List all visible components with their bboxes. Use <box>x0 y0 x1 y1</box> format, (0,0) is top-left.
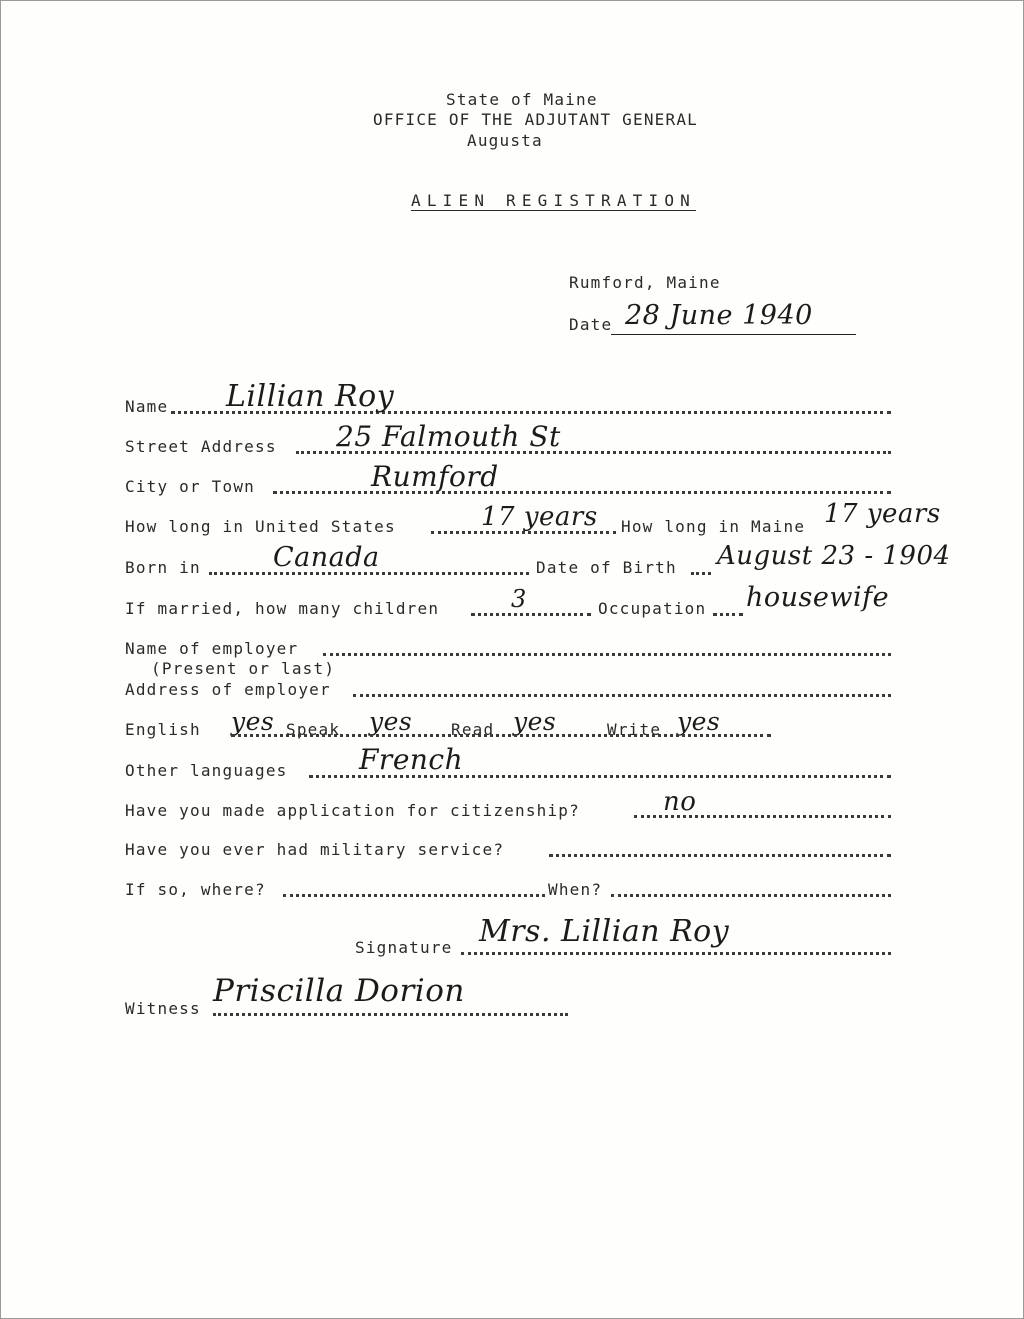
date-label: Date <box>569 315 613 334</box>
when-leader <box>611 894 891 897</box>
military-leader <box>549 854 891 857</box>
english-value: yes <box>231 707 275 736</box>
office-heading: OFFICE OF THE ADJUTANT GENERAL <box>373 110 698 129</box>
where-leader <box>283 894 545 897</box>
employer-address-label: Address of employer <box>125 680 331 699</box>
dob-label: Date of Birth <box>536 558 677 577</box>
city-label: City or Town <box>125 477 255 496</box>
city-value: Rumford <box>371 460 499 493</box>
name-value: Lillian Roy <box>226 379 395 414</box>
write-value: yes <box>677 707 721 736</box>
street-label: Street Address <box>125 437 277 456</box>
witness-leader <box>213 1013 568 1016</box>
date-value: 28 June 1940 <box>625 300 813 331</box>
other-languages-value: French <box>359 743 464 776</box>
read-label: Read <box>451 720 495 739</box>
place-text: Rumford, Maine <box>569 273 721 292</box>
state-heading: State of Maine <box>446 90 598 109</box>
born-value: Canada <box>273 542 380 573</box>
military-label: Have you ever had military service? <box>125 840 505 859</box>
children-leader <box>471 613 591 616</box>
street-value: 25 Falmouth St <box>336 420 561 453</box>
signature-value: Mrs. Lillian Roy <box>479 914 730 949</box>
other-languages-label: Other languages <box>125 761 288 780</box>
when-label: When? <box>548 880 603 899</box>
citizenship-value: no <box>663 787 697 817</box>
dob-leader <box>691 572 711 575</box>
name-label: Name <box>125 397 169 416</box>
citizenship-label: Have you made application for citizenship? <box>125 801 580 820</box>
english-label: English <box>125 720 201 739</box>
witness-label: Witness <box>125 999 201 1018</box>
children-value: 3 <box>511 585 527 613</box>
employer-label: Name of employer <box>125 639 299 658</box>
us-years-value: 17 years <box>481 502 598 532</box>
occupation-leader <box>713 613 743 616</box>
city-leader <box>273 491 891 494</box>
date-underline <box>611 334 856 335</box>
speak-label: Speak <box>286 720 341 739</box>
employer-note: (Present or last) <box>151 659 336 678</box>
signature-label: Signature <box>355 938 453 957</box>
maine-years-label: How long in Maine <box>621 517 806 536</box>
speak-value: yes <box>369 707 413 736</box>
city-heading: Augusta <box>467 131 543 150</box>
us-years-label: How long in United States <box>125 517 396 536</box>
witness-value: Priscilla Dorion <box>213 973 465 1009</box>
occupation-value: housewife <box>746 582 890 613</box>
employer-address-leader <box>353 694 891 697</box>
maine-years-value: 17 years <box>824 499 941 529</box>
form-title: ALIEN REGISTRATION <box>411 191 696 210</box>
signature-leader <box>461 952 891 955</box>
employer-leader <box>323 653 891 656</box>
children-label: If married, how many children <box>125 599 440 618</box>
where-label: If so, where? <box>125 880 266 899</box>
occupation-label: Occupation <box>598 599 707 618</box>
born-label: Born in <box>125 558 201 577</box>
write-label: Write <box>607 720 662 739</box>
read-value: yes <box>513 707 557 736</box>
english-leader <box>231 734 771 737</box>
dob-value: August 23 - 1904 <box>717 541 951 571</box>
